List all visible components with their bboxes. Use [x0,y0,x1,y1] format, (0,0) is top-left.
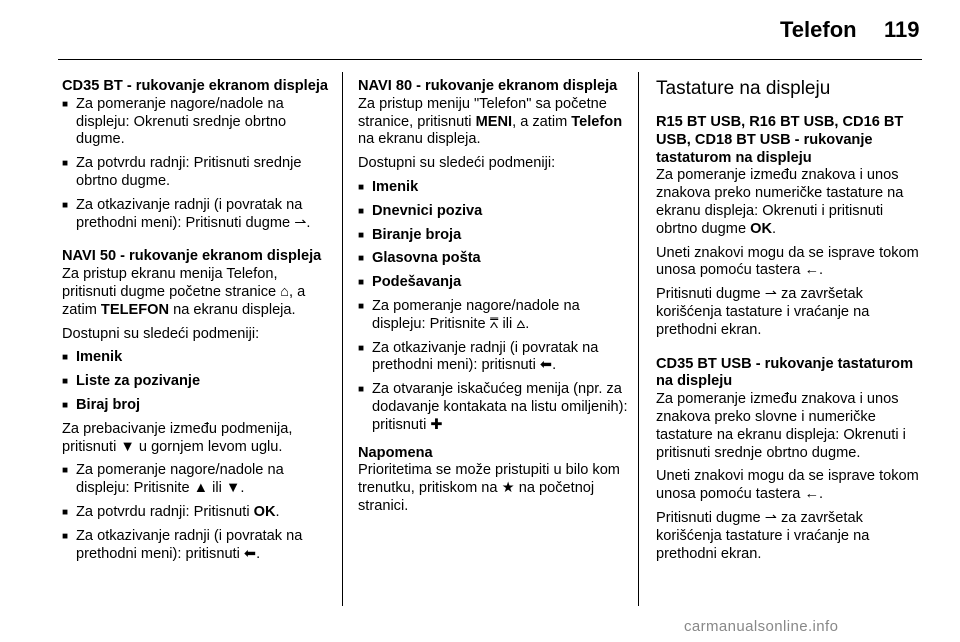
list-item: ■ Za otkazivanje radnji (i povratak na prethodni meni): pritisnuti ⬅. [62,528,328,564]
column-1 [62,78,328,569]
meni-label: MENI [475,113,513,130]
cd35bt-instruction-list [62,96,328,233]
note-heading: Napomena [358,444,433,461]
navi80-intro [358,96,628,149]
text-span: Za pomeranje između znakova i unos znakova preko numeričke tastature na ekranu displeja: Okrenuti i pritisnuti obrtno dugme [656,167,904,237]
column-3 [656,78,924,569]
text-span: na ekranu displeja. [358,131,481,148]
ok-label: OK [750,220,773,237]
list-item: ■ Liste za pozivanje [62,373,328,391]
list-item: ■ Za otvaranje iskačućeg menija (npr. za dodavanje kontakata na listu omiljenih): pritisnuti ✚ [358,381,628,434]
list-item [62,504,328,522]
text-span: . [275,503,280,520]
list-item: ■ Biranje broja [358,227,628,245]
list-item: ■ Za pomeranje nagore/nadole na displeju: Pritisnite ▲ ili ▼. [62,462,328,498]
list-item: ■ Imenik [358,179,628,197]
list-item: ■ Za pomeranje nagore/nadole na displeju: Pritisnite ⩞ ili ⩟. [358,298,628,334]
section-heading-cd35bt: CD35 BT - rukovanje ekranom displeja [62,78,329,94]
page-title: Telefon [780,17,857,42]
ok-label: OK [253,503,276,520]
column-2 [358,78,628,522]
text-span: Za potvrdu radnji: Pritisnuti [76,503,254,520]
watermark: carmanualsonline.info [684,618,839,635]
column-divider-2 [638,72,639,606]
column-divider-1 [342,72,343,606]
navi80-submenus-label: Dostupni su sledeći podmeniji: [358,155,556,172]
r15bt-paragraph-2: Uneti znakovi mogu da se isprave tokom unosa pomoću tastera ←. [656,244,919,279]
list-item: ■ Glasovna pošta [358,250,628,268]
navi50-switch-text: Za prebacivanje između podmenija, pritisnuti ▼ u gornjem levom uglu. [62,420,293,455]
section-heading-r15bt: R15 BT USB, R16 BT USB, CD16 BT USB, CD18 BT USB - rukovanje tastaturom na displeju [656,114,904,166]
list-item: ■ Za otkazivanje radnji (i povratak na prethodni meni): Pritisnuti dugme ⇀. [62,197,328,233]
header-divider [58,59,922,60]
section-heading-navi80: NAVI 80 - rukovanje ekranom displeja [358,78,618,94]
cd35btusb-paragraph-3: Pritisnuti dugme ⇀ za završetak korišćenja tastature i vraćanje na prethodni ekran. [656,509,870,562]
text-span: Za pristup meniju "Telefon" sa početne stranice, pritisnuti [358,95,607,130]
navi50-intro [62,266,328,319]
section-heading-navi50: NAVI 50 - rukovanje ekranom displeja [62,248,322,265]
page-number: 119 [884,17,920,42]
text-span: , a zatim [512,113,572,130]
text-span: . [772,220,777,237]
cd35btusb-paragraph-2: Uneti znakovi mogu da se isprave tokom unosa pomoću tastera ←. [656,468,919,503]
cd35btusb-paragraph-1: Za pomeranje između znakova i unos znakova preko slovne i numeričke tastature na ekranu displeja: Okrenuti i pritisnuti srednje obrtno dugme. [656,391,906,461]
list-item: ■ Za pomeranje nagore/nadole na displeju: Okrenuti srednje obrtno dugme. [62,96,328,149]
navi80-submenu-list [358,179,628,292]
text-span: na ekranu displeja. [169,301,296,318]
navi80-instruction-list [358,298,628,435]
list-item: ■ Imenik [62,349,328,367]
navi50-submenu-list [62,349,328,414]
telefon-label: Telefon [571,113,623,130]
list-item: ■ Za otkazivanje radnji (i povratak na prethodni meni): pritisnuti ⬅. [358,340,628,376]
list-item: ■ Za potvrdu radnji: Pritisnuti srednje obrtno dugme. [62,155,328,191]
navi50-submenus-label: Dostupni su sledeći podmeniji: [62,325,260,342]
navi50-instruction-list [62,462,328,563]
list-item: ■ Biraj broj [62,397,328,415]
section-title-keyboards: Tastature na displeju [656,78,831,99]
list-item: ■ Podešavanja [358,274,628,292]
section-heading-cd35btusb: CD35 BT USB - rukovanje tastaturom na displeju [656,355,914,390]
list-item: ■ Dnevnici poziva [358,203,628,221]
text-span: Za pristup ekranu menija Telefon, pritisnuti dugme početne stranice ⌂, a zatim [62,266,306,318]
r15bt-paragraph-3: Pritisnuti dugme ⇀ za završetak korišćenja tastature i vraćanje na prethodni ekran. [656,286,870,338]
r15bt-paragraph-1 [656,167,924,238]
note-text: Prioritetima se može pristupiti u bilo kom trenutku, pritiskom na ★ na početnoj stranici. [358,462,620,514]
telefon-label: TELEFON [100,301,170,318]
